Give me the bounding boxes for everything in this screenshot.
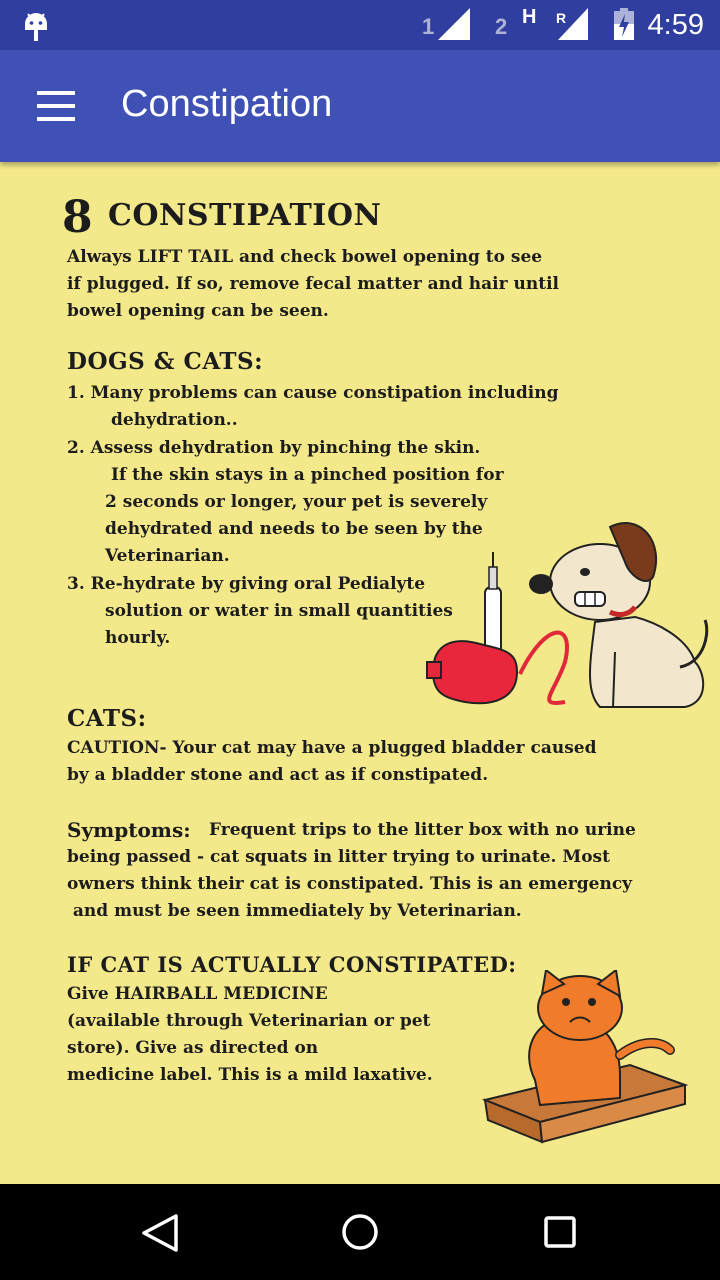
signal-strength-icon — [438, 8, 470, 40]
status-bar — [0, 0, 720, 50]
app-bar — [0, 50, 720, 162]
list-line: dehydrated and needs to be seen by the — [105, 519, 483, 539]
article-number: 8 — [62, 192, 93, 243]
list-line: 2 seconds or longer, your pet is severely — [105, 492, 488, 512]
list-line: hourly. — [105, 628, 171, 648]
cats-heading: CATS: — [67, 705, 147, 732]
article-title: CONSTIPATION — [108, 198, 382, 233]
hamburger-menu-icon[interactable] — [28, 84, 84, 128]
sim2-label: 2 — [495, 14, 508, 39]
recents-square-icon — [520, 1204, 600, 1260]
intro-line: bowel opening can be seen. — [67, 301, 329, 321]
symptoms-line: and must be seen immediately by Veterinarian. — [67, 901, 522, 921]
clock: 4:59 — [647, 9, 704, 41]
signal-strength-icon — [558, 8, 588, 40]
list-line: solution or water in small quantities — [105, 601, 453, 621]
intro-line: if plugged. If so, remove fecal matter and hair until — [67, 274, 559, 294]
battery-charging-icon — [614, 8, 634, 40]
sim1-label: 1 — [422, 14, 435, 39]
intro-line: Always LIFT TAIL and check bowel opening to see — [67, 247, 543, 267]
symptoms-line: owners think their cat is constipated. This is an emergency — [67, 874, 633, 894]
home-circle-icon — [320, 1204, 400, 1260]
recents-button[interactable] — [520, 1204, 600, 1260]
list-line: 2. Assess dehydration by pinching the skin. — [67, 438, 481, 458]
page-title: Constipation — [121, 83, 333, 125]
caution-line: by a bladder stone and act as if constipated. — [67, 765, 489, 785]
list-line: 1. Many problems can cause constipation including — [67, 383, 559, 403]
remedy-line: (available through Veterinarian or pet — [67, 1011, 431, 1031]
roaming-label: R — [556, 10, 567, 26]
caution-line: CAUTION- Your cat may have a plugged bladder caused — [67, 738, 597, 758]
dogs-cats-heading: DOGS & CATS: — [67, 348, 264, 375]
list-line: dehydration.. — [111, 410, 238, 430]
symptoms-line: being passed - cat squats in litter trying to urinate. Most — [67, 847, 610, 867]
cat-in-litter-box-illustration — [480, 970, 690, 1145]
article-image — [0, 162, 720, 1184]
dog-with-hot-water-bag-illustration — [425, 502, 715, 717]
remedy-line: store). Give as directed on — [67, 1038, 319, 1058]
back-button[interactable] — [120, 1204, 200, 1260]
remedy-line: medicine label. This is a mild laxative. — [67, 1065, 433, 1085]
navigation-bar — [0, 1184, 720, 1280]
back-triangle-icon — [120, 1204, 200, 1260]
network-type-label: H — [522, 6, 537, 28]
list-line: 3. Re-hydrate by giving oral Pedialyte — [67, 574, 426, 594]
home-button[interactable] — [320, 1204, 400, 1260]
if-constipated-heading: IF CAT IS ACTUALLY CONSTIPATED: — [67, 952, 517, 977]
symptoms-label: Symptoms: — [67, 818, 191, 842]
remedy-line: Give HAIRBALL MEDICINE — [67, 984, 328, 1004]
symptoms-line: Frequent trips to the litter box with no urine — [209, 820, 636, 840]
list-line: Veterinarian. — [105, 546, 230, 566]
list-line: If the skin stays in a pinched position for — [111, 465, 504, 485]
android-notification-icon — [22, 10, 50, 42]
